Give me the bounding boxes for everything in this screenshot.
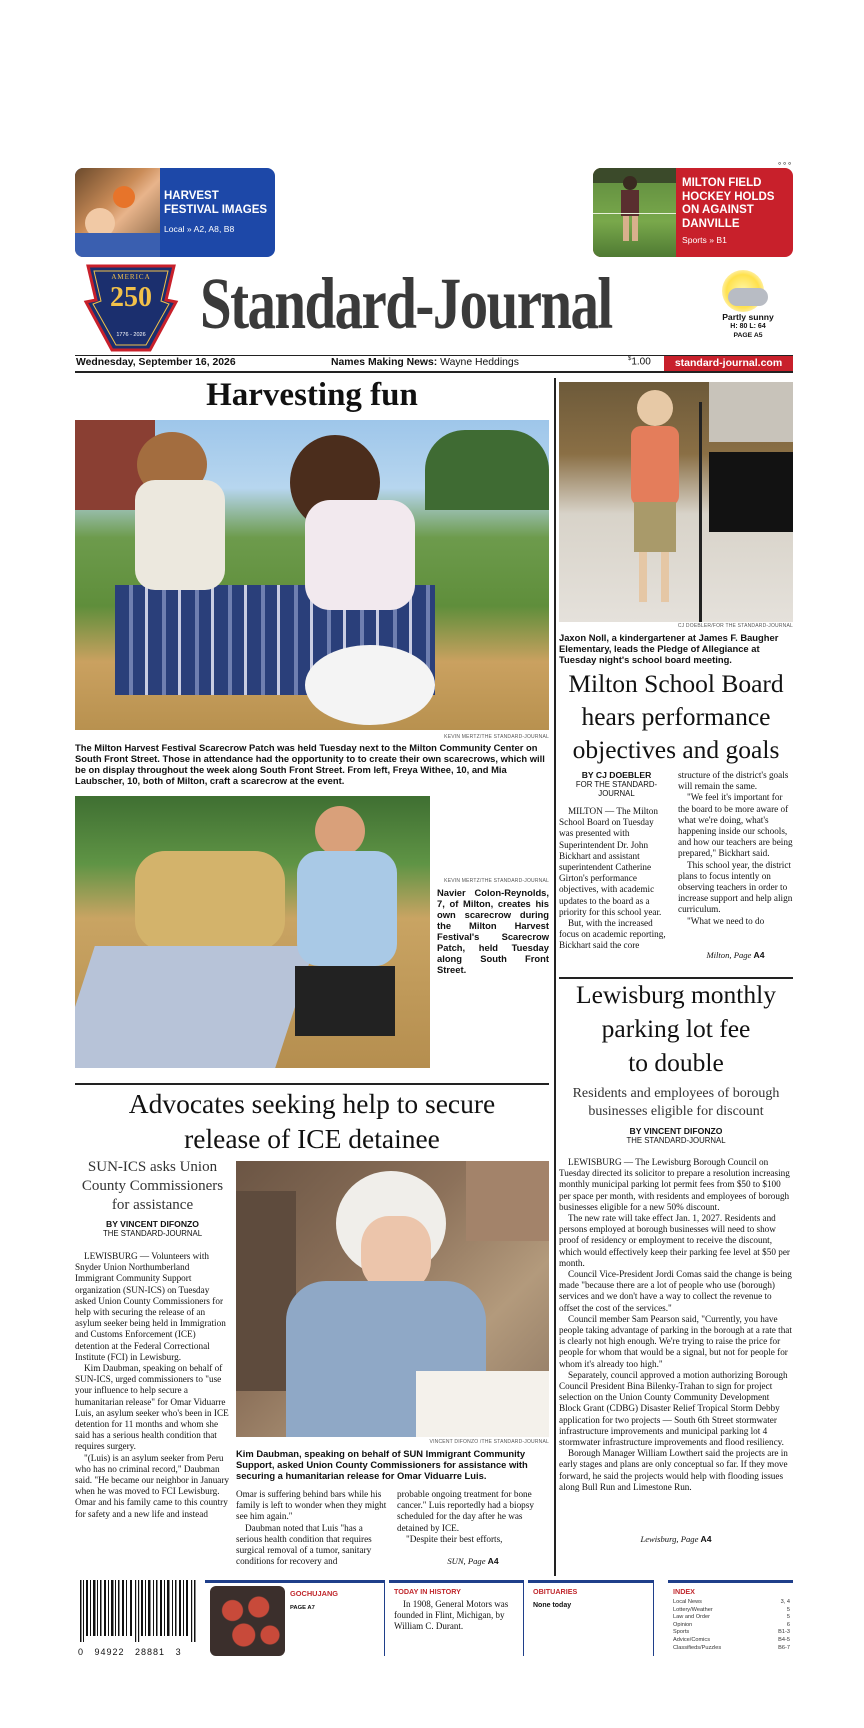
obituaries[interactable] — [528, 1580, 654, 1656]
lewisburg-headline[interactable] — [559, 978, 793, 1080]
school-col1-p1: MILTON — The Milton School Board on Tuesday was presented with Superintendent Dr. John Bickhart and assistant superintendent Catherine Girton's performance objectives, with academic updates to the board as a priority for this school year. — [559, 806, 662, 917]
index-row[interactable]: Classifieds/Puzzles B6-7 — [673, 1644, 790, 1651]
america-250-logo — [80, 262, 182, 354]
ice-p2: Kim Daubman, speaking on behalf of SUN-ICS, urged commissioners to "use your influence to help secure a humanitarian release" for Omar Viduarre Luis, an asylum seeker who's been in ICE detention for 11 months and whom she said has a serious health condition that requires surgery. — [75, 1363, 229, 1452]
today-in-history — [389, 1580, 524, 1656]
weather-high-label: H: — [730, 323, 738, 330]
obits-label: OBITUARIES — [533, 1587, 578, 1596]
harvest-photo2-credit: KEVIN MERTZ/THE STANDARD-JOURNAL — [444, 878, 549, 884]
promo-page: PAGE A7 — [290, 1605, 315, 1611]
teaser-harvest-title: HARVEST FESTIVAL IMAGES — [164, 190, 268, 216]
index-box — [668, 1580, 793, 1656]
index-row[interactable]: Opinion 6 — [673, 1621, 790, 1628]
logo-badge-num: 250 — [110, 282, 152, 313]
weather-temps — [708, 323, 788, 330]
teaser-field-hockey[interactable] — [593, 168, 793, 257]
harvest-photo2-caption: Navier Colon-Reynolds, 7, of Milton, creates his own scarecrow during the Milton Harvest Festival's Scarecrow Patch, held Tuesday along South Front Street. — [437, 887, 549, 975]
weather-low: 64 — [757, 323, 766, 330]
harvest-bottom-rule — [75, 1083, 549, 1085]
school-photo-credit: CJ DOEBLER/FOR THE STANDARD-JOURNAL — [677, 623, 793, 629]
ice-headline[interactable] — [75, 1086, 549, 1156]
index-row[interactable]: Sports B1-3 — [673, 1629, 790, 1636]
lewisburg-byline-block — [559, 1126, 793, 1153]
weather-high: 80 — [739, 323, 748, 330]
barcode-number: 0 94922 28881 3 — [78, 1647, 182, 1657]
index-list — [668, 1599, 793, 1652]
school-board-photo — [559, 382, 793, 622]
ice-byline-aff: THE STANDARD-JOURNAL — [102, 1229, 203, 1238]
lewisburg-p5: Separately, council approved a motion authorizing Borough Council President Bina Bilenky-Trahan to sign for project selection on the Union County Community Development Block Grant (CDBG) Disaster Relief Tropical Storm Debby application for two projects — South 6th Street stormwater infrastructure improvements and municipal parking lot 4 stormwater infrastructure improvements and flood resiliency. — [559, 1369, 788, 1448]
school-jump-page: A4 — [753, 950, 765, 960]
teaser-hockey-title: MILTON FIELD HOCKEY HOLDS ON AGAINST DANVILLE — [682, 177, 775, 230]
promo-gochujang[interactable] — [205, 1580, 385, 1656]
promo-label: GOCHUJANG — [290, 1589, 339, 1598]
weather-condition: Partly sunny — [722, 312, 774, 322]
ice-jump-text: SUN, Page — [447, 1556, 486, 1566]
lewisburg-byline-aff: THE STANDARD-JOURNAL — [626, 1136, 726, 1145]
lewisburg-headline-line2: parking lot fee — [601, 1014, 751, 1043]
ice-p1: LEWISBURG — Volunteers with Snyder Union Northumberland Immigrant Community Support organization (SUN-ICS) on Tuesday asked Union County Commissioners for help with securing the release of an asylum seeker being held in Immigration and Customs Enforcement (ICE) detention at the Federal Correctional Institute (FCI) in Lewisburg. — [75, 1251, 226, 1362]
ice-jump[interactable] — [397, 1556, 549, 1566]
dateline-date: Wednesday, September 16, 2026 — [76, 357, 236, 368]
price — [628, 356, 651, 367]
ice-jump-page: A4 — [487, 1556, 499, 1566]
ice-deck: SUN-ICS asks Union County Commissioners for assistance — [81, 1159, 224, 1213]
dots-ornament: ∘∘∘ — [777, 159, 793, 168]
index-row[interactable]: Advice/Comics B4-5 — [673, 1636, 790, 1643]
column-divider — [554, 378, 556, 1576]
school-headline-line3: objectives and goals — [572, 735, 780, 764]
site-url[interactable]: standard-journal.com — [664, 356, 793, 371]
school-col2-p1: structure of the district's goals will remain the same. — [678, 770, 789, 792]
ice-c2-p2: Daubman noted that Luis "has a serious health condition that requires surgical removal of a tumor, sanitary conditions for recovery and — [236, 1522, 372, 1567]
weather-page: PAGE A5 — [733, 332, 763, 339]
school-jump-text: Milton, Page — [706, 950, 752, 960]
logo-badge-top: AMERICA — [111, 273, 151, 281]
ice-photo-caption: Kim Daubman, speaking on behalf of SUN Immigrant Community Support, asked Union County Commissioners for assistance with securing a humanitarian release for Omar Viduarre Luis. — [236, 1448, 528, 1481]
gochujang-photo — [210, 1586, 285, 1656]
nmn-label: Names Making News: — [331, 357, 438, 368]
dateline-rule-bottom — [75, 371, 793, 373]
lewisburg-byline: BY VINCENT DIFONZO — [629, 1126, 723, 1136]
price-value: 1.00 — [631, 356, 651, 368]
school-headline-line2: hears performance — [581, 702, 771, 731]
ice-byline: BY VINCENT DIFONZO — [106, 1219, 199, 1229]
history-text: In 1908, General Motors was founded in Flint, Michigan, by William C. Durant. — [394, 1599, 509, 1631]
nmn-name: Wayne Heddings — [440, 357, 519, 368]
lewisburg-jump[interactable] — [559, 1534, 793, 1544]
index-label: INDEX — [673, 1587, 695, 1596]
ice-col-1 — [75, 1251, 230, 1520]
barcode-bars — [78, 1580, 200, 1642]
history-label: TODAY IN HISTORY — [394, 1587, 461, 1596]
lewisburg-p6: Borough Manager William Lowthert said the projects are in early stages and plans are only conceptual so far. If they move forward, he said the projects would help with flooding issues along Bull Run and Limestone Run. — [559, 1448, 788, 1492]
lewisburg-body — [559, 1157, 793, 1493]
ice-c3-p2: "Despite their best efforts, — [406, 1533, 503, 1544]
harvest-photo1-caption: The Milton Harvest Festival Scarecrow Patch was held Tuesday next to the Milton Community Center on South Front Street. Those in attendance had the opportunity to to create their own scarecrows, which will be on display throughout the week along South Front Street. From left, Freya Withee, 10, and Mia Laubscher, 10, both of Milton, craft a scarecrow at the event. — [75, 742, 545, 786]
weather-cloud-icon — [728, 288, 768, 306]
lewisburg-jump-text: Lewisburg, Page — [640, 1534, 699, 1544]
ice-col-3 — [397, 1489, 549, 1545]
masthead-title[interactable]: Standard-Journal — [200, 263, 612, 344]
teaser-hockey-sub: Sports » B1 — [682, 235, 727, 245]
harvest-headline[interactable]: Harvesting fun — [206, 377, 418, 413]
school-col-1 — [559, 806, 670, 952]
lewisburg-p4: Council member Sam Pearson said, "Currently, you have people taking advantage of parking in the borough at a rate that is clearly not high enough. We're trying to raise the price for people for whom that would be a signal, but not for people for whom it's already too high." — [559, 1313, 792, 1369]
lewisburg-p3: Council Vice-President Jordi Comas said the change is being made "because there are a lot of people who use (borough) services and we don't have a way to collect the revenue to offset the cost of the services." — [559, 1269, 792, 1313]
weather-widget[interactable] — [708, 266, 788, 348]
school-col2-p3: This school year, the district plans to focus intently on observing teachers in order to increase support and help align curriculum. — [678, 859, 793, 915]
lewisburg-jump-page: A4 — [700, 1534, 712, 1544]
weather-low-label: L: — [749, 323, 756, 330]
price-symbol: $ — [628, 356, 632, 362]
school-byline-block — [559, 770, 674, 806]
school-jump[interactable] — [678, 950, 793, 960]
ice-headline-line1: Advocates seeking help to secure — [128, 1088, 496, 1119]
teaser-harvest-images[interactable] — [75, 168, 275, 257]
lewisburg-headline-line3: to double — [628, 1048, 724, 1077]
school-headline[interactable] — [559, 667, 793, 766]
harvest-photo1-credit: KEVIN MERTZ/THE STANDARD-JOURNAL — [444, 734, 549, 740]
lewisburg-p1: LEWISBURG — The Lewisburg Borough Council on Tuesday directed its solicitor to prepare a resolution increasing monthly municipal parking lot permit fees from $50 to $100 per space per month, with residents and employees of borough businesses eligible for a new 50% discount. — [559, 1157, 790, 1212]
barcode — [78, 1580, 200, 1656]
ice-c3-p1: probable ongoing treatment for bone cancer." Luis reportedly had a biopsy scheduled for the day after he was detained by ICE. — [397, 1489, 534, 1533]
ice-col-2 — [236, 1489, 388, 1567]
ice-headline-line2: release of ICE detainee — [184, 1123, 440, 1154]
school-photo-caption: Jaxon Noll, a kindergartener at James F. Baugher Elementary, leads the Pledge of Allegiance at Tuesday night's school board meeting. — [559, 632, 779, 665]
teaser-harvest-sub: Local » A2, A8, B8 — [164, 224, 235, 234]
index-row[interactable]: Local News 3, 4 — [673, 1599, 790, 1605]
school-headline-line1: Milton School Board — [568, 669, 784, 698]
teaser-harvest-photo — [75, 168, 160, 257]
lewisburg-p2: The new rate will take effect Jan. 1, 2027. Residents and persons employed at borough businesses will need to show proof of residency or employment to receive the discount, which would effectively keep their parking fee level at $50 per month. — [559, 1213, 790, 1268]
index-row[interactable]: Law and Order 5 — [673, 1614, 790, 1621]
school-col1-p2: But, with the increased focus on academic reporting, Bickhart said the core — [559, 918, 666, 951]
ice-p3: "(Luis) is an asylum seeker from Peru who has no criminal record," Daubman said. "He became our neighbor in January when he was moved to FCI Lewisburg. Omar and his family came to this country for safety and a new life and instead — [75, 1452, 230, 1519]
names-making-news[interactable] — [331, 357, 519, 368]
lewisburg-headline-line1: Lewisburg monthly — [576, 980, 776, 1009]
ice-byline-block — [75, 1219, 230, 1246]
school-byline-aff: FOR THE STANDARD-JOURNAL — [575, 780, 658, 798]
ice-c2-p1: Omar is suffering behind bars while his family is left to wonder when they might see him again." — [236, 1489, 387, 1522]
teaser-hockey-photo — [593, 168, 676, 257]
school-col2-p2: "We feel it's important for the board to be more aware of what we're doing, what's happening inside our schools, and how our teachers are being prepared," Bickhart said. — [678, 792, 793, 859]
ice-photo — [236, 1161, 549, 1437]
lewisburg-deck: Residents and employees of borough businesses eligible for discount — [572, 1086, 780, 1119]
school-col-2 — [678, 770, 793, 927]
school-col2-p4: "What we need to do — [687, 915, 765, 926]
harvest-photo-main — [75, 420, 549, 730]
obits-text: None today — [533, 1602, 572, 1609]
logo-badge-years: 1776 - 2026 — [116, 332, 146, 338]
index-row[interactable]: Lottery/Weather 5 — [673, 1606, 790, 1613]
harvest-photo-second — [75, 796, 430, 1068]
school-byline: BY CJ DOEBLER — [581, 770, 652, 780]
ice-photo-credit: VINCENT DIFONZO /THE STANDARD-JOURNAL — [429, 1439, 549, 1445]
